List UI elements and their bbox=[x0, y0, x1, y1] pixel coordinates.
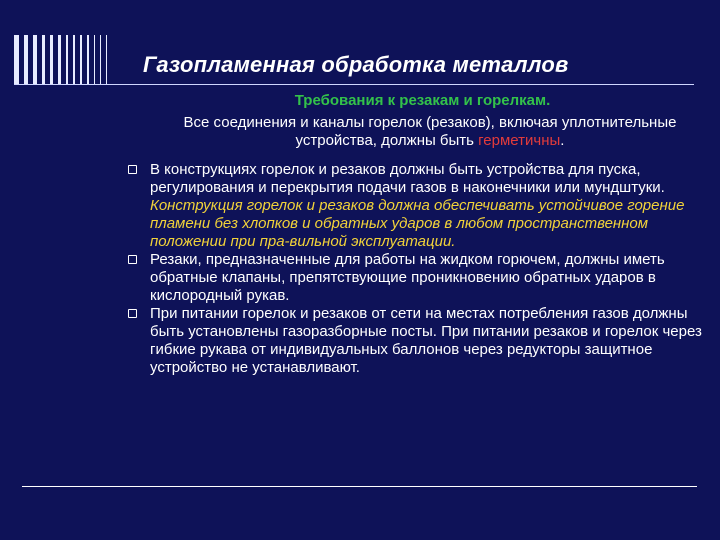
stripe bbox=[42, 35, 45, 85]
stripe bbox=[66, 35, 68, 85]
list-item-text: Резаки, предназначенные для работы на жидком горючем, должны иметь обратные клапаны, препятствующие проникновению обратных ударов в кислородный рукав. bbox=[150, 251, 665, 304]
square-bullet-icon bbox=[128, 309, 137, 318]
intro-highlight: герметичны bbox=[478, 132, 561, 149]
stripe bbox=[24, 35, 28, 85]
slide-subtitle: Требования к резакам и горелкам. bbox=[294, 92, 551, 109]
stripe bbox=[80, 35, 82, 85]
list-item bbox=[126, 251, 716, 305]
intro-text: Все соединения и каналы горелок (резаков), включая уплотнительные устройства, должны быть bbox=[183, 114, 677, 149]
stripe bbox=[33, 35, 37, 85]
stripe bbox=[100, 35, 101, 85]
title-divider bbox=[14, 84, 694, 85]
intro-paragraph bbox=[150, 114, 710, 150]
list-item-highlight: Конструкция горелок и резаков должна обеспечивать устойчивое горение пламени без хлопков и обратных ударов в любом пространственном положении при пра-вильной эксплуатации. bbox=[150, 197, 685, 250]
slide-title: Газопламенная обработка металлов bbox=[143, 52, 569, 77]
list-item-text: В конструкциях горелок и резаков должны быть устройства для пуска, регулирования и перекрытия подачи газов в наконечники или мундштуки. bbox=[150, 161, 665, 196]
decorative-stripes bbox=[14, 35, 154, 85]
stripe bbox=[94, 35, 95, 85]
list-item-text: При питании горелок и резаков от сети на местах потребления газов должны быть установлены газоразборные посты. При питании резаков и горелок через гибкие рукава от индивидуальных баллонов через редукторы защитное устройство не устанавливают. bbox=[150, 305, 702, 376]
stripe bbox=[58, 35, 61, 85]
stripe bbox=[106, 35, 107, 85]
stripe bbox=[50, 35, 53, 85]
intro-text-end: . bbox=[560, 132, 565, 149]
bottom-divider bbox=[22, 486, 697, 487]
square-bullet-icon bbox=[128, 255, 137, 264]
list-item bbox=[126, 161, 716, 251]
requirements-list bbox=[126, 161, 716, 377]
stripe bbox=[73, 35, 75, 85]
stripe bbox=[87, 35, 89, 85]
stripe bbox=[14, 35, 19, 85]
list-item bbox=[126, 305, 716, 377]
square-bullet-icon bbox=[128, 165, 137, 174]
